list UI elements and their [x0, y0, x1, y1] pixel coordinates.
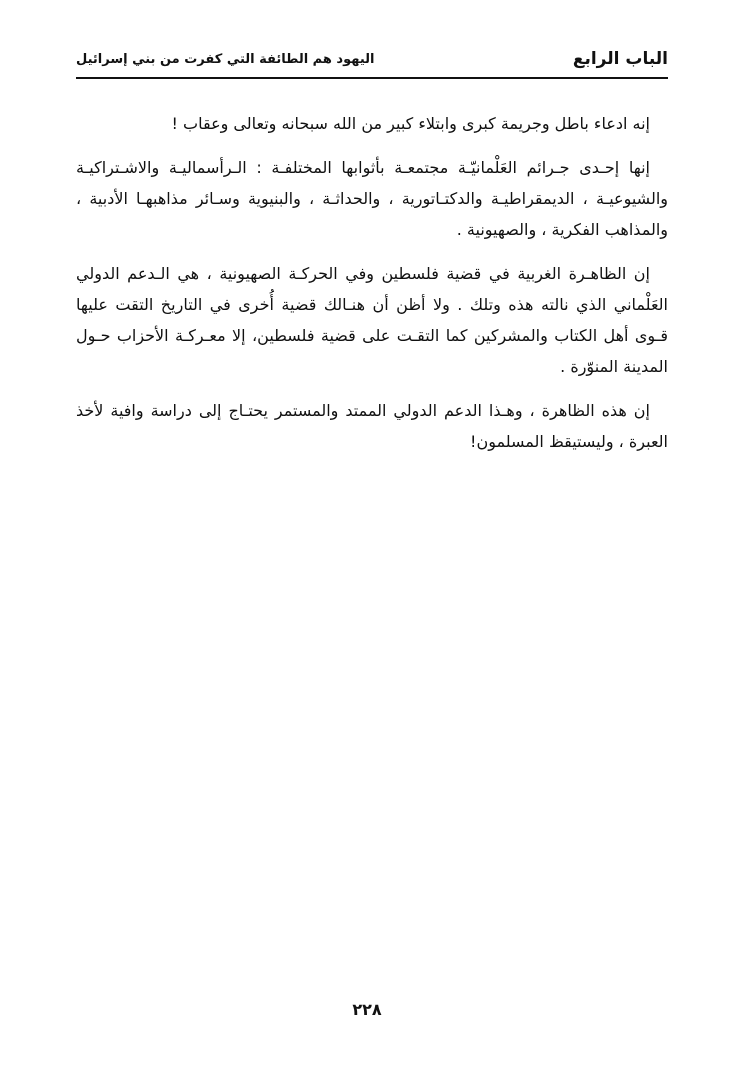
- header-divider: [76, 77, 668, 79]
- body-text: [76, 108, 668, 470]
- running-header: [76, 44, 668, 74]
- chapter-heading: الباب الرابع: [572, 49, 668, 69]
- paragraph: إنه ادعاء باطل وجريمة كبرى وابتلاء كبير من الله سبحانه وتعالى وعقاب !: [171, 114, 650, 133]
- page-number: ٢٢٨: [352, 1000, 382, 1019]
- paragraph: إن هذه الظاهرة ، وهـذا الدعم الدولي الممتد والمستمر يحتـاج إلى دراسة وافية لأخذ العبرة ، وليستيقظ المسلمون!: [76, 401, 668, 451]
- paragraph: إنها إحـدى جـرائم العَلْمانيّـة مجتمعـة بأثوابها المختلفـة : الـرأسماليـة والاشـتراكيـة والشيوعيـة ، الديمقراطيـة والدكتـاتورية ، والحداثـة ، والبنيوية وسـائر مذاهبهـا الأدبية ، والمذاهب الفكرية ، والصهيونية .: [76, 158, 668, 239]
- running-title: اليهود هم الطائفة التي كفرت من بني إسرائيل: [76, 51, 375, 67]
- paragraph: إن الظاهـرة الغربية في قضية فلسطين وفي الحركـة الصهيونية ، هي الـدعم الدولي العَلْماني الذي نالته هذه وتلك . ولا أظن أن هنـالك قضية أُخرى في التاريخ التقت عليها قـوى أهل الكتاب والمشركين كما التقـت على قضية فلسطين، إلا معـركـة الأحزاب حـول المدينة المنوّرة .: [76, 264, 668, 376]
